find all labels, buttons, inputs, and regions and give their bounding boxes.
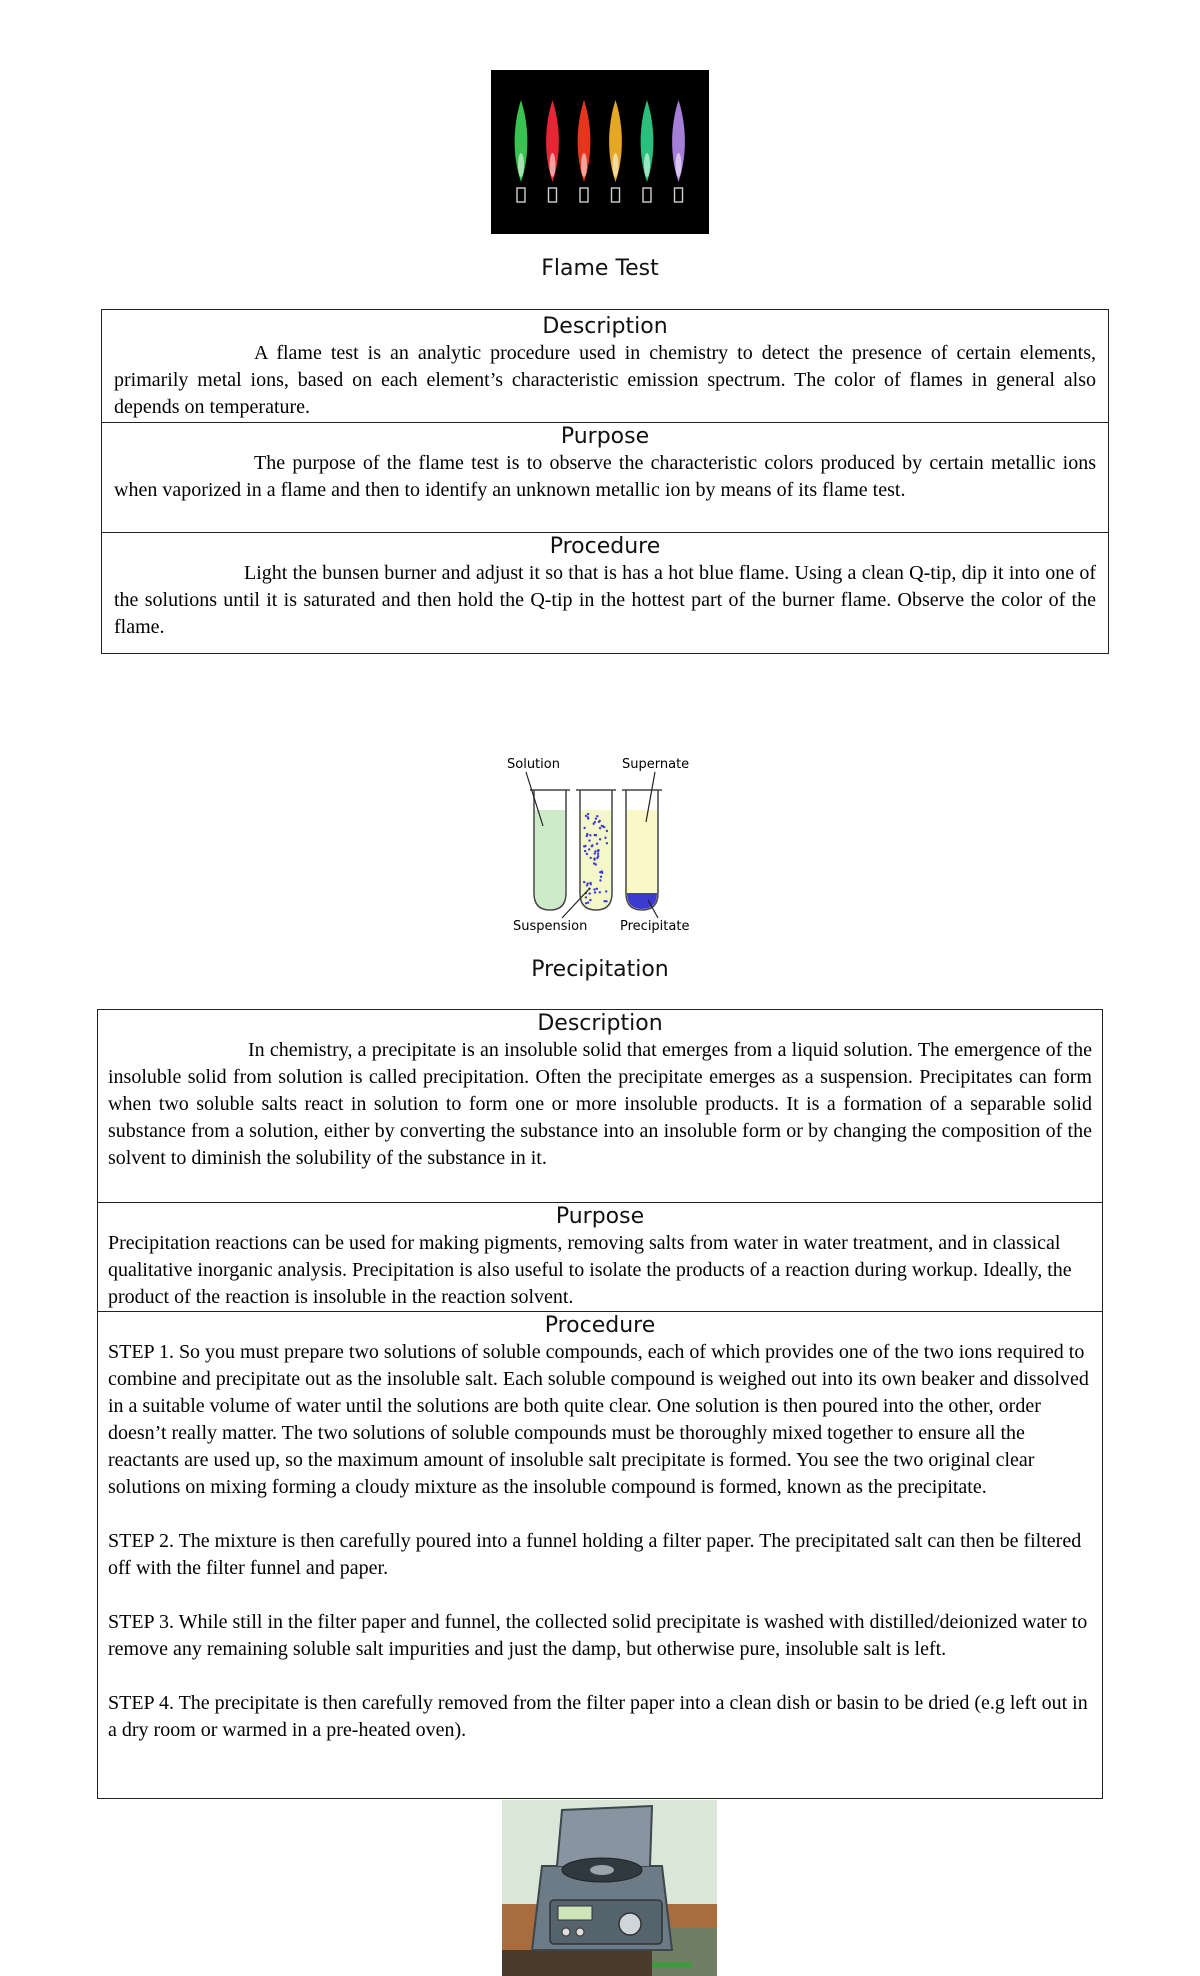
- burner-holder-3: [580, 188, 588, 202]
- suspension-particle: [587, 816, 589, 818]
- precip-procedure-cell: [98, 1312, 1102, 1798]
- suspension-particle: [597, 853, 599, 855]
- suspension-particle: [584, 850, 586, 852]
- precip-description-heading: Description: [537, 1011, 663, 1036]
- precipitation-diagram: [490, 748, 710, 940]
- suspension-particle: [593, 862, 595, 864]
- suspension-particle: [606, 830, 608, 832]
- flame-procedure-text: Light the bunsen burner and adjust it so that is has a hot blue flame. Using a clean Q-tip, dip it into one of the solutions until it is saturated and then hold the Q-tip in the hottest part of the burner flame. Observe the color of the flame.: [114, 562, 1096, 638]
- precip-procedure-heading: Procedure: [544, 1313, 656, 1338]
- suspension-particle: [585, 815, 587, 817]
- suspension-particle: [588, 848, 590, 850]
- flame-procedure-heading: Procedure: [549, 534, 661, 559]
- procedure-step-4: STEP 4. The precipitate is then carefully removed from the filter paper into a clean dish or basin to be dried (e.g left out in a dry room or warmed in a pre-heated oven).: [108, 1692, 1088, 1741]
- flame-description-text: A flame test is an analytic procedure used in chemistry to detect the presence of certain elements, primarily metal ions, based on each element’s characteristic emission spectrum. The color of flames in general also depends on temperature.: [114, 342, 1096, 418]
- suspension-particle: [596, 815, 598, 817]
- suspension-particle: [599, 827, 601, 829]
- suspension-particle: [594, 834, 596, 836]
- label-supernate: Supernate: [622, 757, 690, 772]
- suspension-particle: [599, 879, 601, 881]
- flame-test-image: [491, 70, 709, 234]
- flames-graphic: [491, 70, 709, 234]
- flame-core-1: [518, 153, 524, 177]
- suspension-particle: [595, 818, 597, 820]
- suspension-particle: [602, 825, 604, 827]
- suspension-particle: [584, 845, 586, 847]
- suspension-particle: [583, 881, 585, 883]
- suspension-particle: [599, 838, 601, 840]
- suspension-particle: [594, 891, 596, 893]
- precipitate-tube: [622, 772, 662, 918]
- centrifuge-lid: [557, 1806, 652, 1866]
- suspension-particle: [597, 855, 599, 857]
- burner-holder-1: [517, 188, 525, 202]
- flame-core-6: [676, 153, 682, 177]
- precipitation-table: [97, 1009, 1103, 1799]
- suspension-particle: [587, 902, 589, 904]
- suspension-particle: [596, 888, 598, 890]
- flame-purpose-heading: Purpose: [560, 424, 650, 449]
- suspension-particle: [589, 882, 591, 884]
- suspension-particle: [587, 813, 589, 815]
- suspension-particle: [590, 857, 592, 859]
- precip-purpose-heading: Purpose: [555, 1204, 645, 1229]
- suspension-particle: [606, 842, 608, 844]
- suspension-particle: [593, 857, 595, 859]
- suspension-particle: [601, 870, 603, 872]
- label-precipitate: Precipitate: [620, 919, 690, 934]
- precip-description-cell: [98, 1010, 1102, 1203]
- flame-core-3: [581, 153, 587, 177]
- suspension-particle: [589, 834, 591, 836]
- procedure-step-3: STEP 3. While still in the filter paper and funnel, the collected solid precipitate is washed with distilled/deionized water to remove any remaining soluble salt impurities and just the damp, but otherwise pure, insoluble salt is left.: [108, 1611, 1088, 1660]
- suspension-particle: [594, 850, 596, 852]
- suspension-particle: [593, 823, 595, 825]
- precip-description-text: In chemistry, a precipitate is an insoluble solid that emerges from a liquid solution. The emergence of the insoluble solid from solution is called precipitation. Often the precipitate emerges as a suspension. Precipitates can form when two soluble salts react in solution to form one or more insoluble products. It is a formation of a separable solid substance from a solution, either by converting the substance into an insoluble form or by changing the composition of the solvent to diminish the solubility of the substance in it.: [108, 1039, 1092, 1169]
- flame-procedure-cell: [102, 533, 1108, 652]
- suspension-tube: [562, 790, 616, 918]
- label-suspension: Suspension: [513, 919, 588, 934]
- flame-test-table: [101, 309, 1109, 654]
- label-solution: Solution: [507, 757, 560, 772]
- suspension-particle: [591, 845, 593, 847]
- suspension-particle: [597, 849, 599, 851]
- flame-core-4: [613, 153, 619, 177]
- suspension-particle: [585, 896, 587, 898]
- solution-tube: [526, 772, 570, 910]
- flame-core-2: [550, 153, 556, 177]
- burner-holder-5: [643, 188, 651, 202]
- suspension-particle: [605, 890, 607, 892]
- burner-holder-6: [675, 188, 683, 202]
- flame-test-title: Flame Test: [541, 256, 659, 281]
- suspension-particle: [586, 884, 588, 886]
- suspension-particle: [583, 827, 585, 829]
- suspension-particle: [603, 900, 605, 902]
- suspension-particle: [600, 876, 602, 878]
- suspension-particle: [588, 839, 590, 841]
- procedure-step-2: STEP 2. The mixture is then carefully poured into a funnel holding a filter paper. The precipitated salt can then be filtered off with the filter funnel and paper.: [108, 1530, 1082, 1579]
- precip-purpose-text: Precipitation reactions can be used for making pigments, removing salts from water in water treatment, and in classical qualitative inorganic analysis. Precipitation is also useful to isolate the products of a reaction during workup. Ideally, the product of the reaction is insoluble in the reaction solvent.: [108, 1232, 1072, 1308]
- flame-core-5: [644, 153, 650, 177]
- flame-purpose-text: The purpose of the flame test is to observe the characteristic colors produced by certain metallic ions when vaporized in a flame and then to identify an unknown metallic ion by means of its flame test.: [114, 452, 1096, 501]
- precip-procedure-steps: [98, 1339, 1102, 1744]
- centrifuge-image: [502, 1800, 717, 1976]
- suspension-particle: [585, 902, 587, 904]
- suspension-particle: [586, 853, 588, 855]
- suspension-particle: [589, 899, 591, 901]
- suspension-particle: [604, 837, 606, 839]
- flame-description-heading: Description: [542, 314, 668, 339]
- precip-purpose-cell: [98, 1203, 1102, 1312]
- suspension-particle: [589, 892, 591, 894]
- precipitation-title: Precipitation: [531, 957, 669, 982]
- flame-purpose-cell: [102, 423, 1108, 533]
- suspension-particle: [598, 821, 600, 823]
- suspension-particle: [593, 888, 595, 890]
- flame-description-cell: [102, 310, 1108, 423]
- procedure-step-1: STEP 1. So you must prepare two solutions of soluble compounds, each of which provides one of the two ions required to combine and precipitate out as the insoluble salt. Each soluble compound is weighed out into its own beaker and dissolved in a suitable volume of water until the solutions are both quite clear. One solution is then poured into the other, order doesn’t really matter. The two solutions of soluble compounds must be thoroughly mixed together to ensure all the reactants are used up, so the maximum amount of insoluble salt precipitate is formed. You see the two original clear solutions on mixing forming a cloudy mixture as the insoluble compound is formed, known as the precipitate.: [108, 1341, 1089, 1498]
- suspension-particle: [596, 843, 598, 845]
- suspension-particle: [594, 852, 596, 854]
- burner-holder-2: [549, 188, 557, 202]
- suspension-particle: [586, 833, 588, 835]
- burner-holder-4: [612, 188, 620, 202]
- suspension-particle: [599, 891, 601, 893]
